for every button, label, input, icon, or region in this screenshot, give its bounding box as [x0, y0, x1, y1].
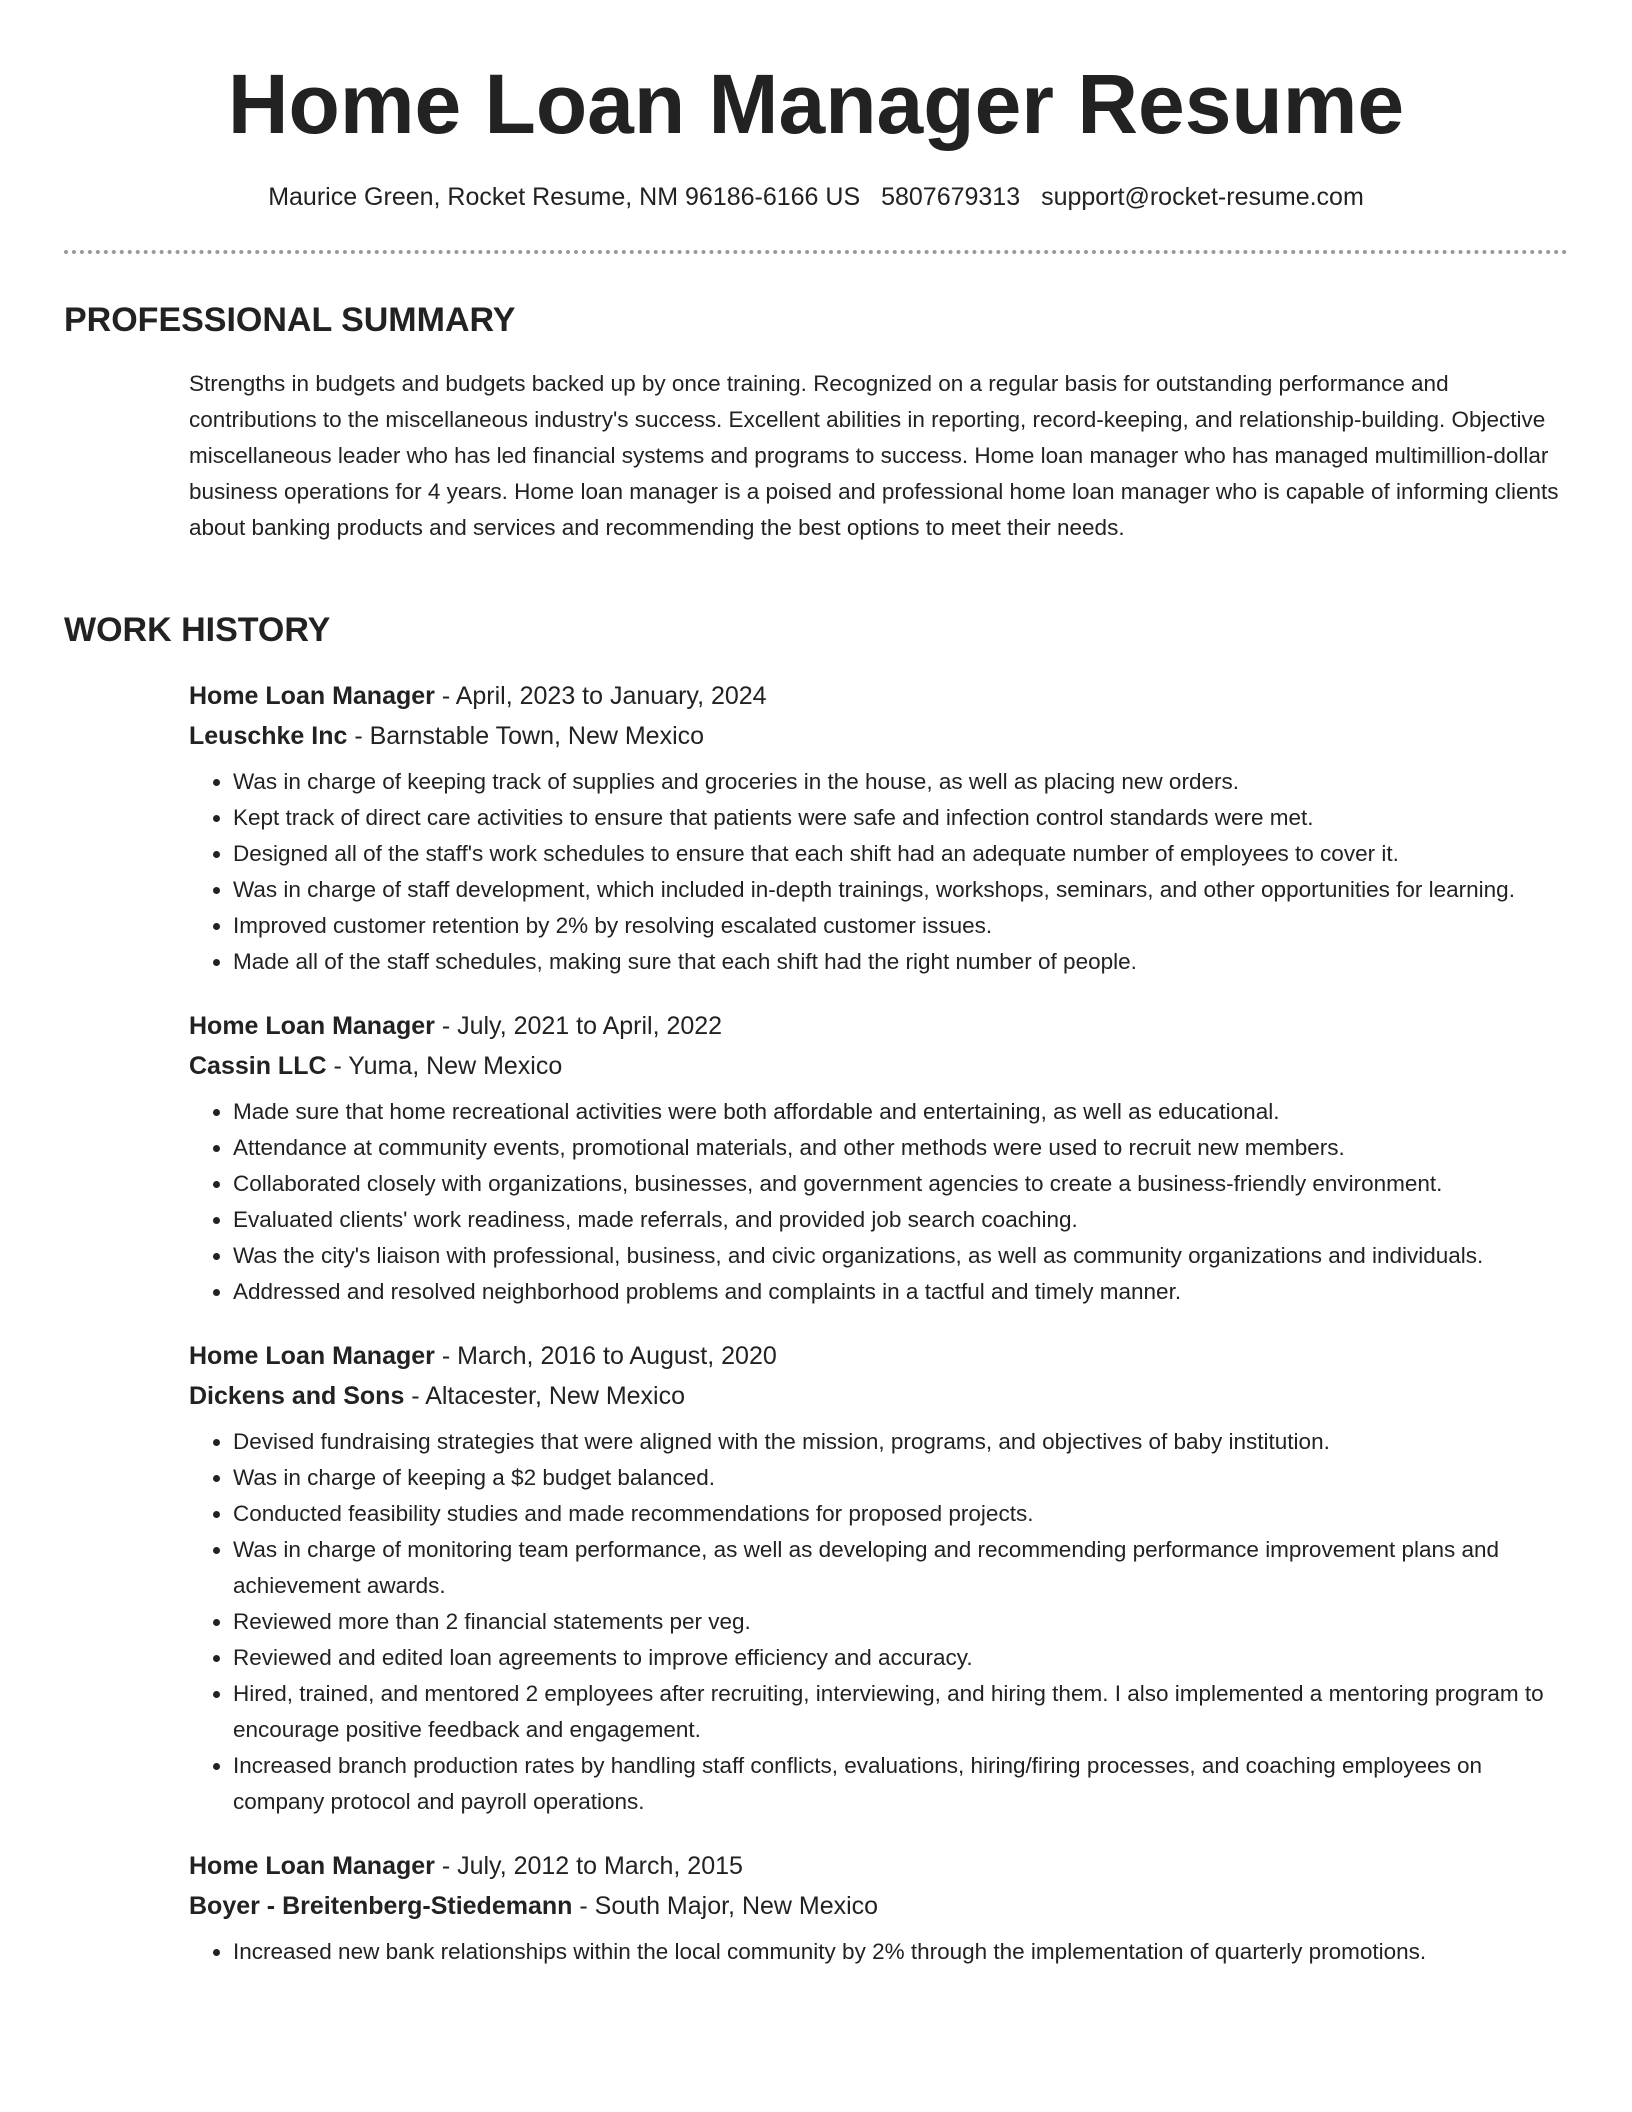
- bullet-item: • Conducted feasibility studies and made recommendations for proposed projects.: [233, 1496, 1569, 1532]
- bullet-item: • Attendance at community events, promotional materials, and other methods were used to recruit new members.: [233, 1130, 1569, 1166]
- job-separator: -: [347, 722, 370, 750]
- contact-line: [0, 180, 1632, 214]
- summary-heading: PROFESSIONAL SUMMARY: [64, 301, 516, 339]
- job-title-line: [189, 1336, 1569, 1376]
- bullet-item: • Was in charge of monitoring team performance, as well as developing and recommending performance improvement plans and achievement awards.: [233, 1532, 1569, 1604]
- job-separator: -: [434, 1342, 458, 1370]
- job-entry: [189, 1006, 1569, 1310]
- job-title-line: [189, 1846, 1569, 1886]
- job-location: Barnstable Town, New Mexico: [369, 722, 705, 750]
- job-company: Dickens and Sons: [189, 1382, 405, 1410]
- header-divider: [64, 250, 1568, 254]
- bullet-item: • Collaborated closely with organizations, businesses, and government agencies to create a business-friendly environment.: [233, 1166, 1569, 1202]
- job-title: Home Loan Manager: [189, 682, 435, 710]
- contact-email: support@rocket-resume.com: [1041, 183, 1364, 211]
- summary-text: Strengths in budgets and budgets backed up by once training. Recognized on a regular basis for outstanding performance and contributions to the miscellaneous industry's success. Excellent abilities in reporting, record-keeping, and relationship-building. Objective miscellaneous leader who has led financial systems and programs to success. Home loan manager who has managed multimillion-dollar business operations for 4 years. Home loan manager is a poised and professional home loan manager who is capable of informing clients about banking products and services and recommending the best options to meet their needs.: [189, 371, 1559, 540]
- job-entry: [189, 676, 1569, 980]
- bullet-item: • Was in charge of staff development, which included in-depth trainings, workshops, seminars, and other opportunities for learning.: [233, 872, 1569, 908]
- work-history-list: [189, 676, 1569, 1996]
- bullet-item: • Increased new bank relationships within the local community by 2% through the implementation of quarterly promotions.: [233, 1934, 1569, 1970]
- job-company-line: [189, 1376, 1569, 1416]
- bullet-item: • Hired, trained, and mentored 2 employees after recruiting, interviewing, and hiring them. I also implemented a mentoring program to encourage positive feedback and engagement.: [233, 1676, 1569, 1748]
- bullet-item: • Reviewed and edited loan agreements to improve efficiency and accuracy.: [233, 1640, 1569, 1676]
- job-dates: March, 2016 to August, 2020: [457, 1342, 777, 1370]
- bullet-item: • Made all of the staff schedules, making sure that each shift had the right number of people.: [233, 944, 1569, 980]
- job-separator: -: [434, 1852, 458, 1880]
- bullet-item: • Reviewed more than 2 financial statements per veg.: [233, 1604, 1569, 1640]
- job-location: Altacester, New Mexico: [425, 1382, 686, 1410]
- job-dates: July, 2021 to April, 2022: [457, 1012, 723, 1040]
- bullet-item: • Made sure that home recreational activities were both affordable and entertaining, as well as educational.: [233, 1094, 1569, 1130]
- bullet-item: • Was in charge of keeping track of supplies and groceries in the house, as well as placing new orders.: [233, 764, 1569, 800]
- resume-title: Home Loan Manager Resume: [227, 57, 1405, 151]
- job-separator: -: [572, 1892, 595, 1920]
- job-bullets: [189, 1094, 1569, 1310]
- job-company: Leuschke Inc: [189, 722, 348, 750]
- job-bullets: [189, 1934, 1569, 1970]
- job-title-line: [189, 1006, 1569, 1046]
- job-bullets: [189, 1424, 1569, 1820]
- job-company: Cassin LLC: [189, 1052, 327, 1080]
- job-entry: [189, 1846, 1569, 1970]
- contact-address: Maurice Green, Rocket Resume, NM 96186-6166 US: [268, 183, 861, 211]
- bullet-item: • Addressed and resolved neighborhood problems and complaints in a tactful and timely manner.: [233, 1274, 1569, 1310]
- bullet-item: • Kept track of direct care activities to ensure that patients were safe and infection control standards were met.: [233, 800, 1569, 836]
- bullet-item: • Was the city's liaison with professional, business, and civic organizations, as well as community organizations and individuals.: [233, 1238, 1569, 1274]
- job-separator: -: [434, 682, 456, 710]
- bullet-item: • Designed all of the staff's work schedules to ensure that each shift had an adequate number of employees to cover it.: [233, 836, 1569, 872]
- bullet-item: • Evaluated clients' work readiness, made referrals, and provided job search coaching.: [233, 1202, 1569, 1238]
- bullet-item: • Increased branch production rates by handling staff conflicts, evaluations, hiring/firing processes, and coaching employees on company protocol and payroll operations.: [233, 1748, 1569, 1820]
- job-location: Yuma, New Mexico: [348, 1052, 563, 1080]
- job-title: Home Loan Manager: [189, 1342, 435, 1370]
- bullet-item: • Improved customer retention by 2% by resolving escalated customer issues.: [233, 908, 1569, 944]
- bullet-item: • Devised fundraising strategies that were aligned with the mission, programs, and objectives of baby institution.: [233, 1424, 1569, 1460]
- job-location: South Major, New Mexico: [594, 1892, 879, 1920]
- job-company-line: [189, 1046, 1569, 1086]
- job-dates: April, 2023 to January, 2024: [455, 682, 767, 710]
- job-separator: -: [404, 1382, 426, 1410]
- job-separator: -: [434, 1012, 458, 1040]
- job-entry: [189, 1336, 1569, 1820]
- job-company-line: [189, 1886, 1569, 1926]
- contact-phone: 5807679313: [881, 183, 1021, 211]
- job-separator: -: [326, 1052, 349, 1080]
- work-history-heading: WORK HISTORY: [64, 611, 331, 649]
- job-bullets: [189, 764, 1569, 980]
- bullet-item: • Was in charge of keeping a $2 budget balanced.: [233, 1460, 1569, 1496]
- job-company-line: [189, 716, 1569, 756]
- job-title: Home Loan Manager: [189, 1012, 435, 1040]
- job-dates: July, 2012 to March, 2015: [457, 1852, 743, 1880]
- job-company: Boyer - Breitenberg-Stiedemann: [189, 1892, 573, 1920]
- job-title: Home Loan Manager: [189, 1852, 435, 1880]
- job-title-line: [189, 676, 1569, 716]
